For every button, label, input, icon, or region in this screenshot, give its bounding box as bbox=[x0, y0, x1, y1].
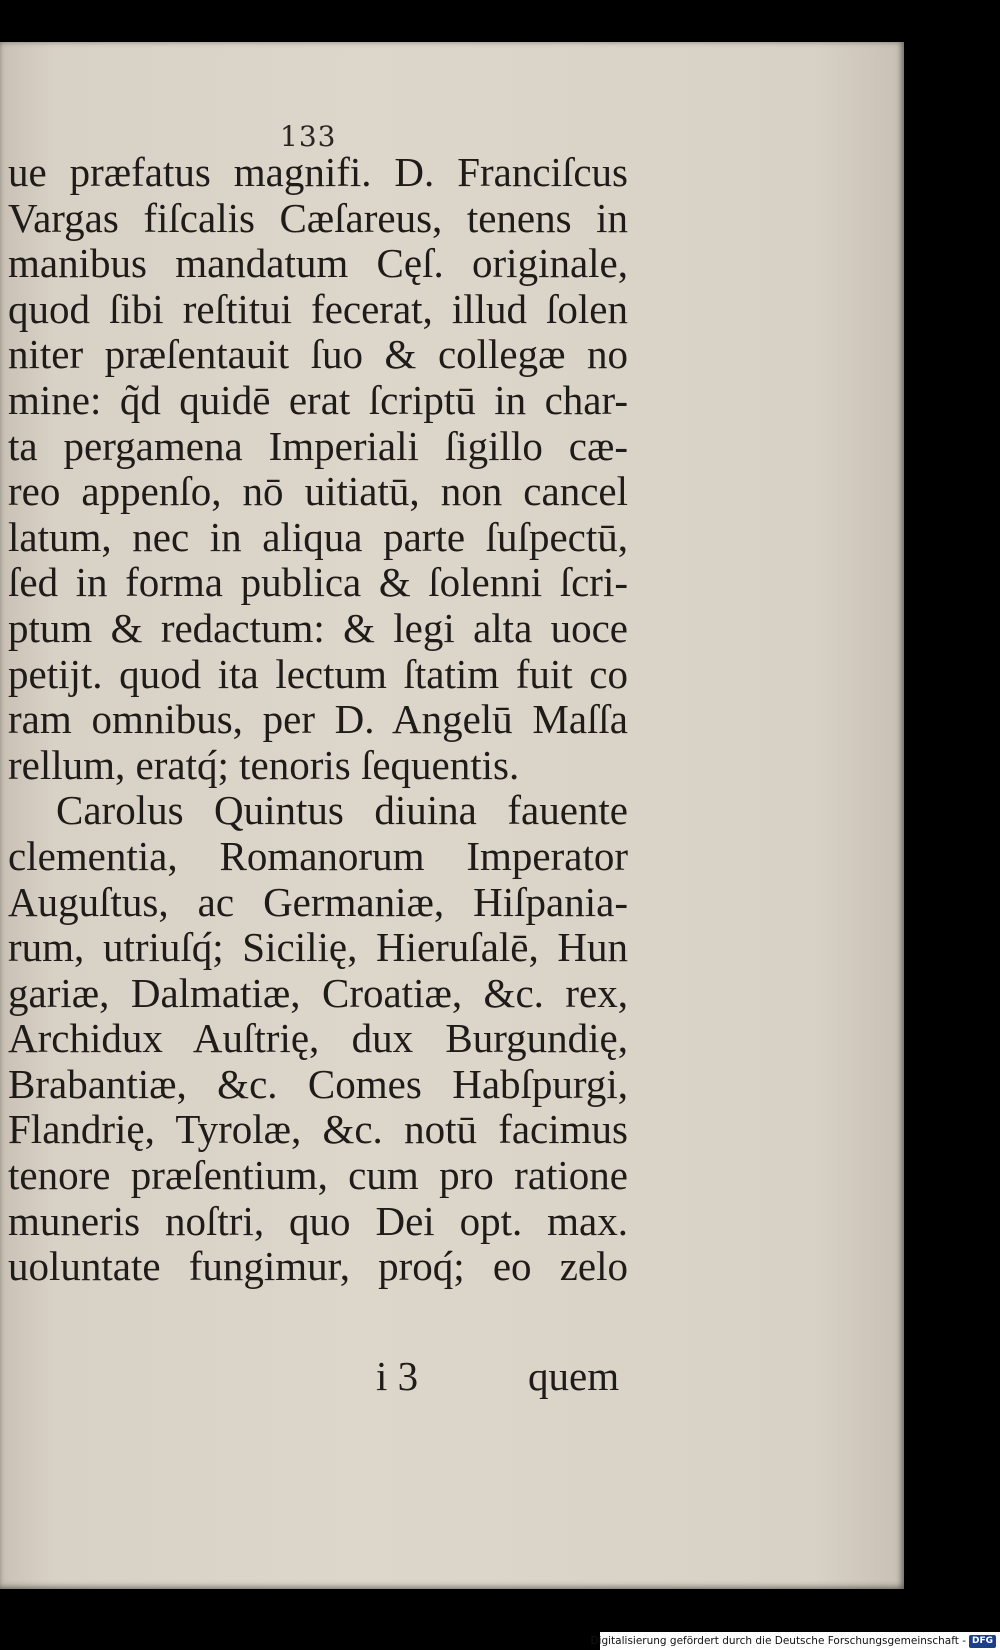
text-line: gariæ, Dalmatiæ, Croatiæ, &c. rex, bbox=[8, 970, 628, 1016]
text-line: tenore præſentium, cum pro ratione bbox=[8, 1153, 628, 1199]
digitization-credit-bar bbox=[590, 1632, 1000, 1650]
text-line: uoluntate fungimur, proq́; eo zelo bbox=[8, 1244, 628, 1290]
text-line: clementia, Romanorum Imperator bbox=[8, 833, 628, 879]
book-page bbox=[0, 42, 904, 1589]
text-line: Auguſtus, ac Germaniæ, Hiſpania- bbox=[8, 879, 628, 925]
text-line: muneris noſtri, quo Dei opt. max. bbox=[8, 1198, 628, 1244]
digitization-credit: Digitalisierung gefördert durch die Deutsche Forschungsgemeinschaft - bbox=[590, 1635, 966, 1647]
text-line: ue præfatus magnifi. D. Franciſcus bbox=[8, 150, 628, 195]
signature-line bbox=[8, 1352, 638, 1398]
text-line: latum, nec in aliqua parte ſuſpectū, bbox=[8, 514, 628, 560]
text-line: niter præſentauit ſuo & collegæ no bbox=[8, 332, 628, 378]
text-line: Archidux Auſtrię, dux Burgundię, bbox=[8, 1016, 628, 1062]
text-line: quod ſibi reſtitui fecerat, illud ſolen bbox=[8, 286, 628, 332]
dfg-logo: DFG bbox=[969, 1635, 996, 1648]
text-line: rellum, eratq́; tenoris ſequentis. bbox=[8, 742, 520, 788]
text-line: Flandrię, Tyrolæ, &c. notū facimus bbox=[8, 1107, 628, 1153]
text-line: Vargas fiſcalis Cæſareus, tenens in bbox=[8, 195, 628, 241]
text-line: petijt. quod ita lectum ſtatim fuit co bbox=[8, 651, 628, 697]
text-line: Brabantiæ, &c. Comes Habſpurgi, bbox=[8, 1061, 628, 1107]
text-line: ram omnibus, per D. Angelū Maſſa bbox=[8, 697, 628, 743]
text-line: rum, utriuſq́; Sicilię, Hieruſalē, Hun bbox=[8, 925, 628, 971]
text-block bbox=[8, 150, 668, 1290]
text-line: ſed in forma publica & ſolenni ſcri- bbox=[8, 560, 628, 606]
text-line: ptum & redactum: & legi alta uoce bbox=[8, 605, 628, 651]
catchword: quem bbox=[528, 1353, 620, 1399]
text-line: mine: q̃d quidē erat ſcriptū in char- bbox=[8, 377, 628, 423]
text-line: ta pergamena Imperiali ſigillo cæ- bbox=[8, 423, 628, 469]
paragraph-start-line: Carolus Quintus diuina fauente bbox=[56, 788, 628, 834]
text-line: reo appenſo, nō uitiatū, non cancel bbox=[8, 469, 628, 515]
page-number: 133 bbox=[280, 120, 337, 153]
text-line: manibus mandatum Cęſ. originale, bbox=[8, 241, 628, 287]
signature-mark: i 3 bbox=[376, 1353, 419, 1399]
